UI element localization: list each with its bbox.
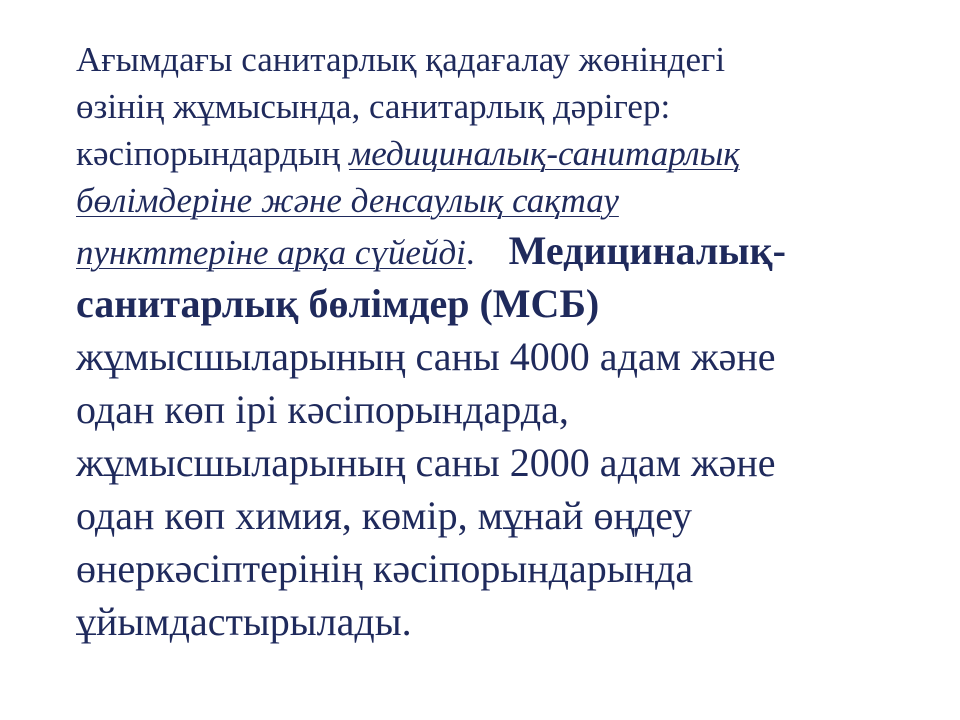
text-line-10: одан көп химия, көмір, мұнай өңдеу bbox=[76, 493, 692, 538]
medical-sanitary-link-text: медициналық-санитарлық bbox=[348, 134, 740, 173]
text-line-4 bbox=[76, 177, 896, 224]
text-line-7: жұмысшыларының саны 4000 адам және bbox=[76, 334, 776, 379]
text-line-3 bbox=[76, 130, 896, 177]
text-line-2: өзінің жұмысында, санитарлық дәрігер: bbox=[76, 87, 671, 126]
text-line-9: жұмысшыларының саны 2000 адам және bbox=[76, 440, 776, 485]
text-line-1: Ағымдағы санитарлық қадағалау жөніндегі bbox=[76, 40, 726, 79]
text-line-12: ұйымдастырылады. bbox=[76, 599, 412, 644]
relies-on-text: пункттеріне арқа сүйейді bbox=[76, 233, 466, 272]
msb-heading-part1: Медициналық- bbox=[508, 228, 786, 273]
slide-body-text bbox=[76, 36, 896, 648]
text-line-5 bbox=[76, 224, 896, 277]
text-line-8: одан көп ірі кәсіпорындарда, bbox=[76, 387, 569, 432]
msb-heading-part2: санитарлық бөлімдер (МСБ) bbox=[76, 281, 600, 326]
enterprises-text: кәсіпорындардың bbox=[76, 134, 349, 173]
period-text: . bbox=[465, 233, 475, 272]
text-line-11: өнеркәсіптерінің кәсіпорындарында bbox=[76, 546, 694, 591]
units-health-posts-text: бөлімдеріне және денсаулық сақтау bbox=[76, 181, 619, 220]
